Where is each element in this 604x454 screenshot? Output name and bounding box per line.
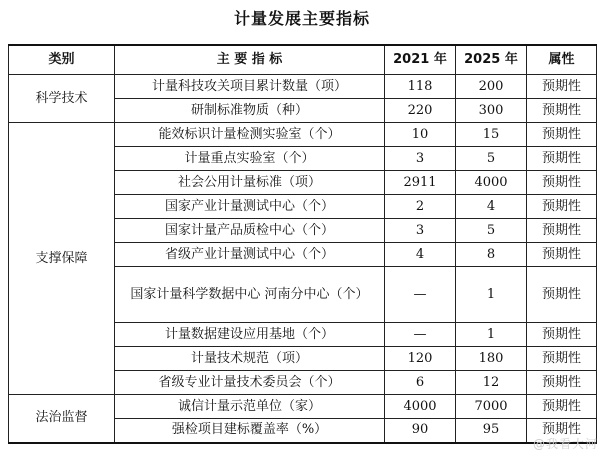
value-2021-cell: 2911	[385, 171, 456, 195]
category-cell: 支撑保障	[9, 123, 115, 395]
value-2025-cell: 1	[456, 267, 527, 323]
value-2021-cell: 220	[385, 99, 456, 123]
value-2025-cell: 4	[456, 195, 527, 219]
indicator-cell: 省级产业计量测试中心（个）	[115, 243, 385, 267]
indicator-cell: 社会公用计量标准（项）	[115, 171, 385, 195]
indicator-cell: 国家计量产品质检中心（个）	[115, 219, 385, 243]
value-2021-cell: 2	[385, 195, 456, 219]
indicator-cell: 计量重点实验室（个）	[115, 147, 385, 171]
value-2021-cell: 4	[385, 243, 456, 267]
value-2025-cell: 8	[456, 243, 527, 267]
table-row	[9, 75, 597, 99]
indicator-cell: 能效标识计量检测实验室（个）	[115, 123, 385, 147]
value-2025-cell: 12	[456, 371, 527, 395]
category-cell: 法治监督	[9, 395, 115, 443]
attribute-cell: 预期性	[527, 267, 597, 323]
attribute-cell: 预期性	[527, 147, 597, 171]
value-2021-cell: 6	[385, 371, 456, 395]
attribute-cell: 预期性	[527, 219, 597, 243]
header-row	[9, 45, 597, 75]
value-2025-cell: 1	[456, 323, 527, 347]
indicator-cell: 计量技术规范（项）	[115, 347, 385, 371]
indicator-cell: 国家产业计量测试中心（个）	[115, 195, 385, 219]
value-2021-cell: —	[385, 323, 456, 347]
header-2021: 2021 年	[385, 45, 456, 75]
table-title: 计量发展主要指标	[233, 9, 370, 28]
value-2025-cell: 15	[456, 123, 527, 147]
value-2025-cell: 200	[456, 75, 527, 99]
value-2025-cell: 5	[456, 147, 527, 171]
attribute-cell: 预期性	[527, 371, 597, 395]
attribute-cell: 预期性	[527, 195, 597, 219]
value-2021-cell: 4000	[385, 395, 456, 419]
value-2021-cell: 120	[385, 347, 456, 371]
watermark: @我看大河	[532, 437, 598, 451]
indicator-cell: 强检项目建标覆盖率（%）	[115, 419, 385, 443]
header-2025: 2025 年	[456, 45, 527, 75]
header-indicator: 主 要 指 标	[115, 45, 385, 75]
indicator-cell: 国家计量科学数据中心 河南分中心（个）	[115, 267, 385, 323]
attribute-cell: 预期性	[527, 75, 597, 99]
header-category: 类别	[9, 45, 115, 75]
attribute-cell: 预期性	[527, 243, 597, 267]
value-2025-cell: 7000	[456, 395, 527, 419]
category-cell: 科学技术	[9, 75, 115, 123]
indicators-table	[8, 44, 597, 444]
table-row	[9, 395, 597, 419]
value-2021-cell: 90	[385, 419, 456, 443]
value-2021-cell: 3	[385, 219, 456, 243]
value-2025-cell: 5	[456, 219, 527, 243]
value-2021-cell: 118	[385, 75, 456, 99]
value-2025-cell: 180	[456, 347, 527, 371]
attribute-cell: 预期性	[527, 123, 597, 147]
indicator-cell: 诚信计量示范单位（家）	[115, 395, 385, 419]
indicator-cell: 省级专业计量技术委员会（个）	[115, 371, 385, 395]
header-attribute: 属性	[527, 45, 597, 75]
indicator-cell: 计量数据建设应用基地（个）	[115, 323, 385, 347]
table-row	[9, 123, 597, 147]
indicator-cell: 计量科技攻关项目累计数量（项）	[115, 75, 385, 99]
attribute-cell: 预期性	[527, 347, 597, 371]
attribute-cell: 预期性	[527, 395, 597, 419]
indicator-cell: 研制标准物质（种）	[115, 99, 385, 123]
value-2025-cell: 300	[456, 99, 527, 123]
value-2025-cell: 4000	[456, 171, 527, 195]
value-2021-cell: 3	[385, 147, 456, 171]
attribute-cell: 预期性	[527, 99, 597, 123]
attribute-cell: 预期性	[527, 419, 597, 443]
value-2025-cell: 95	[456, 419, 527, 443]
attribute-cell: 预期性	[527, 323, 597, 347]
value-2021-cell: —	[385, 267, 456, 323]
value-2021-cell: 10	[385, 123, 456, 147]
attribute-cell: 预期性	[527, 171, 597, 195]
